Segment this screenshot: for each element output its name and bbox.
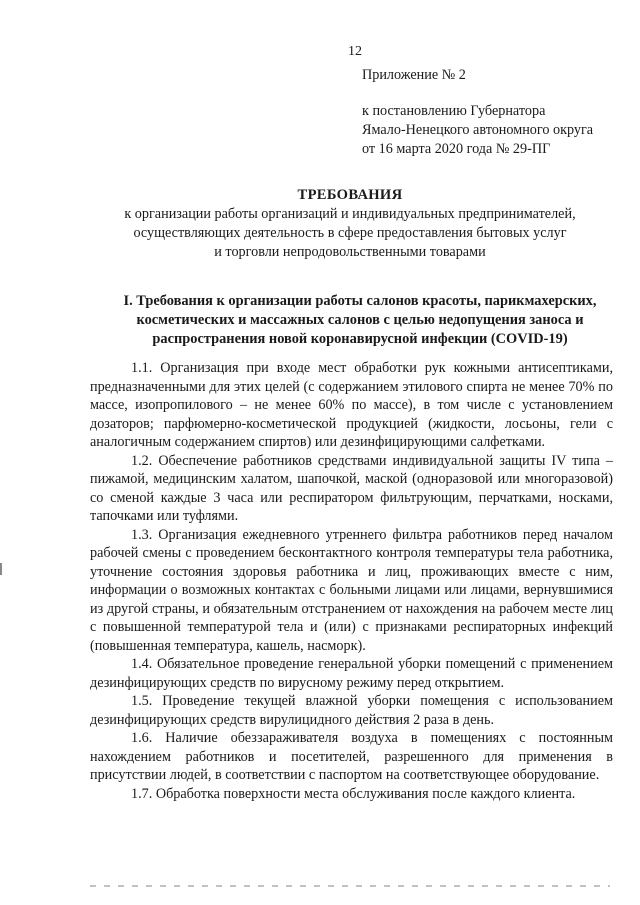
section-body	[90, 359, 613, 803]
document-subtitle-line: осуществляющих деятельность в сфере предоставления бытовых услуг	[133, 225, 567, 241]
document-title-block	[60, 186, 640, 262]
scan-edge-mark	[0, 563, 2, 575]
appendix-line: к постановлению Губернатора	[362, 103, 546, 119]
document-subtitle-line: к организации работы организаций и индивидуальных предпринимателей,	[124, 206, 576, 222]
paragraph-1-1: 1.1. Организация при входе мест обработки рук кожными антисептиками, предназначенными для этих целей (с содержанием этилового спирта не менее 70% по массе, изопропилового – не менее 60% по массе), в том числе с установлением дозаторов; парфюмерно-косметической продукцией (жидкости, лосьоны, гели с аналогичным содержанием спиртов) или дезинфицирующими салфетками.	[90, 360, 613, 450]
paragraph-1-6: 1.6. Наличие обеззараживателя воздуха в помещениях с постоянным нахождением работников и посетителей, разрешенного для применения в присутствии людей, в соответствии с паспортом на соответствующее оборудование.	[90, 730, 613, 783]
section-heading-line: распространения новой коронавирусной инфекции (COVID-19)	[152, 331, 568, 347]
section-heading-line: косметических и массажных салонов с целью недопущения заноса и	[136, 312, 584, 328]
page-number: 12	[348, 44, 362, 59]
document-title: ТРЕБОВАНИЯ	[297, 187, 403, 203]
paragraph-1-4: 1.4. Обязательное проведение генеральной уборки помещений с применением дезинфицирующих средств по вирусному режиму перед открытием.	[90, 656, 613, 691]
paragraph-1-3: 1.3. Организация ежедневного утреннего фильтра работников перед началом рабочей смены с проведением бесконтактного контроля температуры тела работника, уточнение состояния здоровья работника и лиц, проживающих вместе с ним, информации о возможных контактах с больными лицами или лицами, вернувшимися из другой страны, и обязательным отстранением от нахождения на рабочем месте лиц с повышенной температурой тела и (или) с признаками респираторных инфекций (повышенная температура, кашель, насморк).	[90, 526, 613, 654]
appendix-line: Ямало-Ненецкого автономного округа	[362, 122, 594, 138]
document-subtitle-line: и торговли непродовольственными товарами	[214, 244, 486, 260]
appendix-line: от 16 марта 2020 года № 29-ПГ	[362, 141, 551, 157]
appendix-block	[362, 66, 593, 159]
paragraph-1-7: 1.7. Обработка поверхности места обслуживания после каждого клиента.	[131, 785, 576, 802]
section-heading	[90, 292, 630, 349]
scan-bottom-artifact	[90, 885, 610, 887]
appendix-title: Приложение № 2	[362, 67, 466, 83]
section-heading-line: I. Требования к организации работы салонов красоты, парикмахерских,	[123, 293, 597, 309]
paragraph-1-5: 1.5. Проведение текущей влажной уборки помещения с использованием дезинфицирующих средств вирулицидного действия 2 раза в день.	[90, 693, 613, 728]
paragraph-1-2: 1.2. Обеспечение работников средствами индивидуальной защиты IV типа – пижамой, медицинским халатом, шапочкой, маской (одноразовой или многоразовой) со сменой каждые 3 часа или респиратором фильтрующим, перчатками, носками, тапочками или туфлями.	[90, 452, 613, 524]
